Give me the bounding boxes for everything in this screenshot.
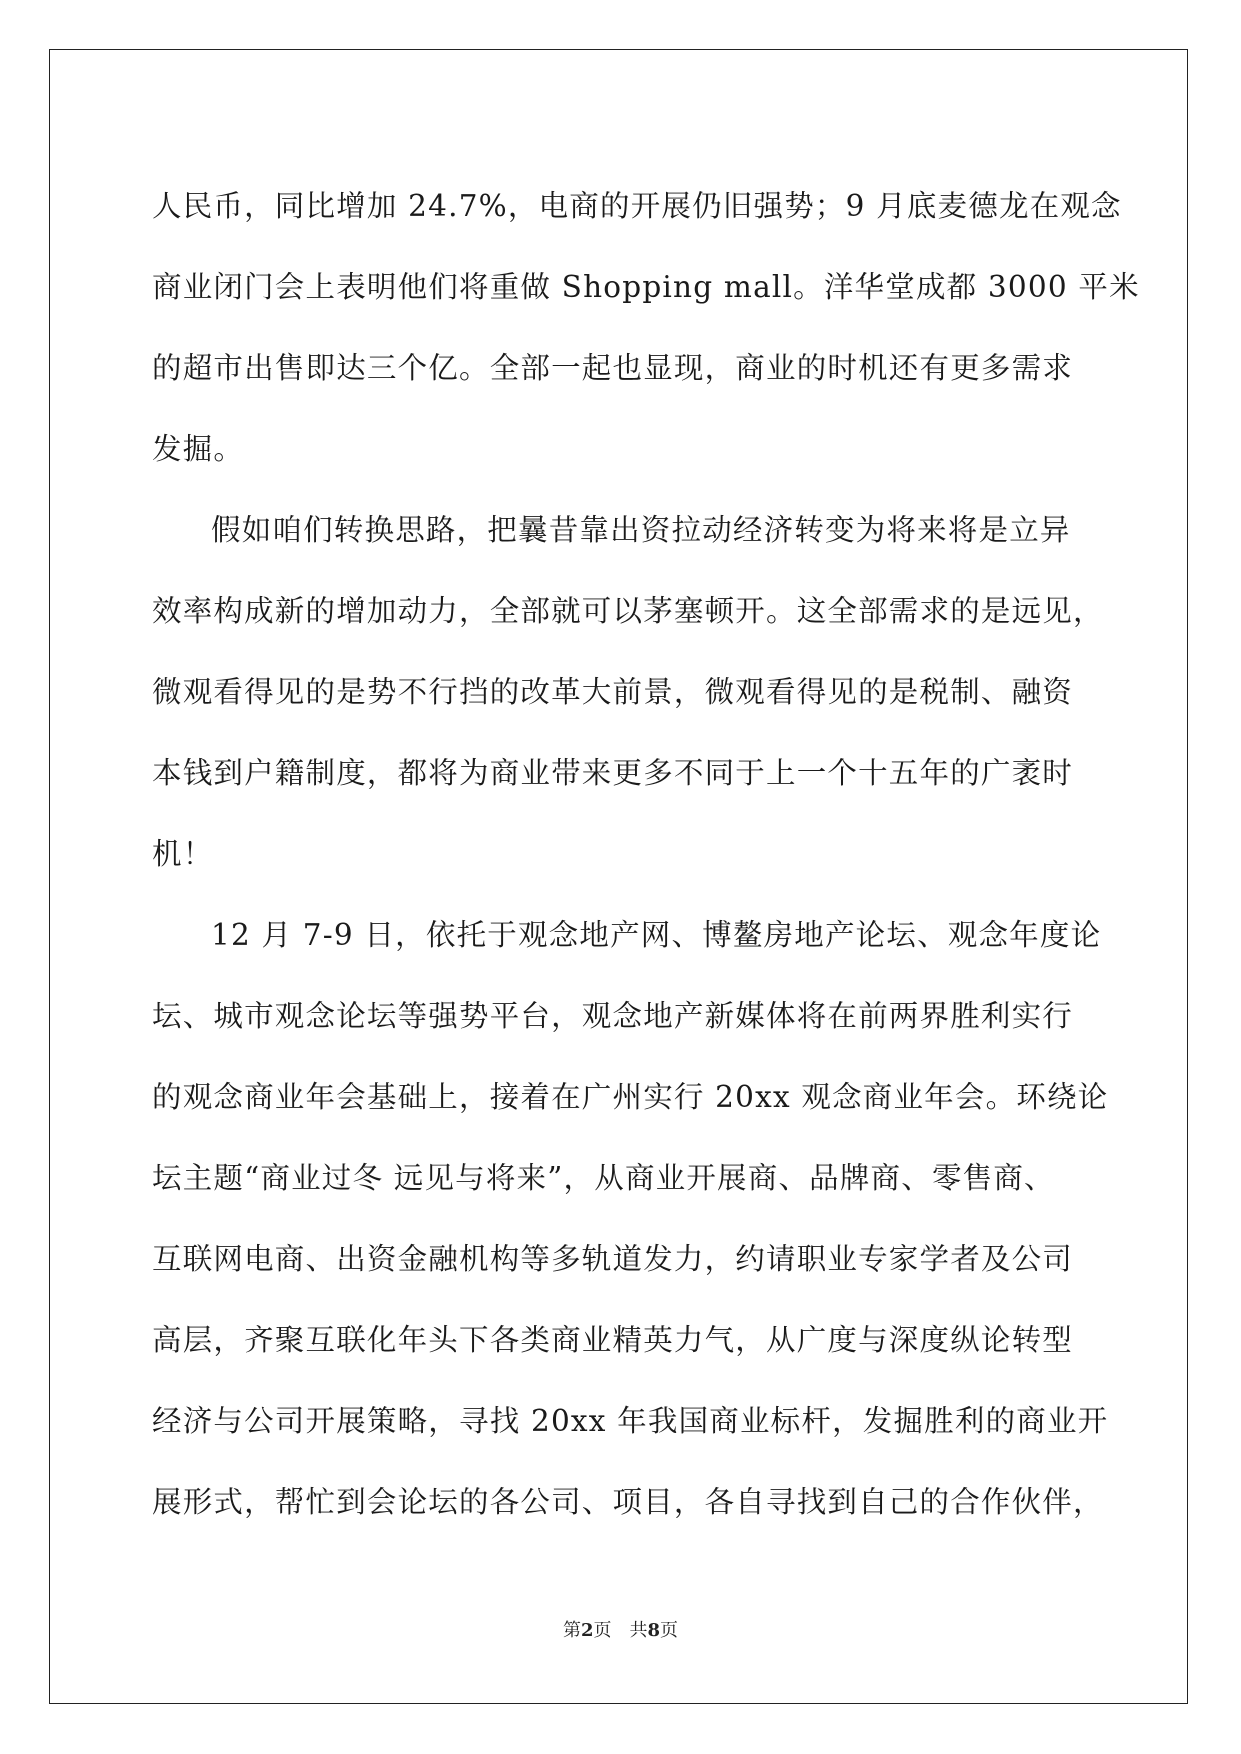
text-line: 展形式，帮忙到会论坛的各公司、项目，各自寻找到自己的合作伙伴， (152, 1485, 1104, 1519)
page-mid: 页 共 (593, 1620, 648, 1641)
text-line: 微观看得见的是势不行挡的改革大前景，微观看得见的是税制、融资 (152, 675, 1074, 709)
text-line: 假如咱们转换思路，把曩昔靠出资拉动经济转变为将来将是立异 (211, 513, 1071, 547)
paragraph-3 (152, 895, 1109, 1543)
paragraph-1 (152, 166, 1140, 490)
text-line: 效率构成新的增加动力，全部就可以茅塞顿开。这全部需求的是远见， (152, 594, 1104, 628)
text-line: 坛、城市观念论坛等强势平台，观念地产新媒体将在前两界胜利实行 (152, 999, 1074, 1033)
document-body (152, 166, 1140, 1543)
text-line: 互联网电商、出资金融机构等多轨道发力，约请职业专家学者及公司 (152, 1242, 1074, 1276)
total-pages-number: 8 (647, 1620, 661, 1641)
text-line: 高层，齐聚互联化年头下各类商业精英力气，从广度与深度纵论转型 (152, 1323, 1074, 1357)
paragraph-2 (152, 490, 1104, 895)
page-suffix: 页 (660, 1620, 679, 1641)
text-line: 人民币，同比增加 24.7%，电商的开展仍旧强势；9 月底麦德龙在观念 (152, 189, 1122, 223)
text-line: 发掘。 (152, 432, 245, 466)
text-line: 经济与公司开展策略，寻找 20xx 年我国商业标杆，发掘胜利的商业开 (152, 1404, 1109, 1438)
text-line: 12 月 7-9 日，依托于观念地产网、博鳌房地产论坛、观念年度论 (211, 918, 1102, 952)
text-line: 的观念商业年会基础上，接着在广州实行 20xx 观念商业年会。环绕论 (152, 1080, 1109, 1114)
text-line: 机！ (152, 837, 214, 871)
page-footer (0, 1619, 1241, 1643)
text-line: 本钱到户籍制度，都将为商业带来更多不同于上一个十五年的广袤时 (152, 756, 1074, 790)
text-line: 商业闭门会上表明他们将重做 Shopping mall。洋华堂成都 3000 平米 (152, 270, 1140, 304)
current-page-number: 2 (580, 1620, 594, 1641)
text-line: 的超市出售即达三个亿。全部一起也显现，商业的时机还有更多需求 (152, 351, 1074, 385)
text-line: 坛主题“商业过冬 远见与将来”，从商业开展商、品牌商、零售商、 (152, 1161, 1055, 1195)
page-prefix: 第 (562, 1620, 581, 1641)
